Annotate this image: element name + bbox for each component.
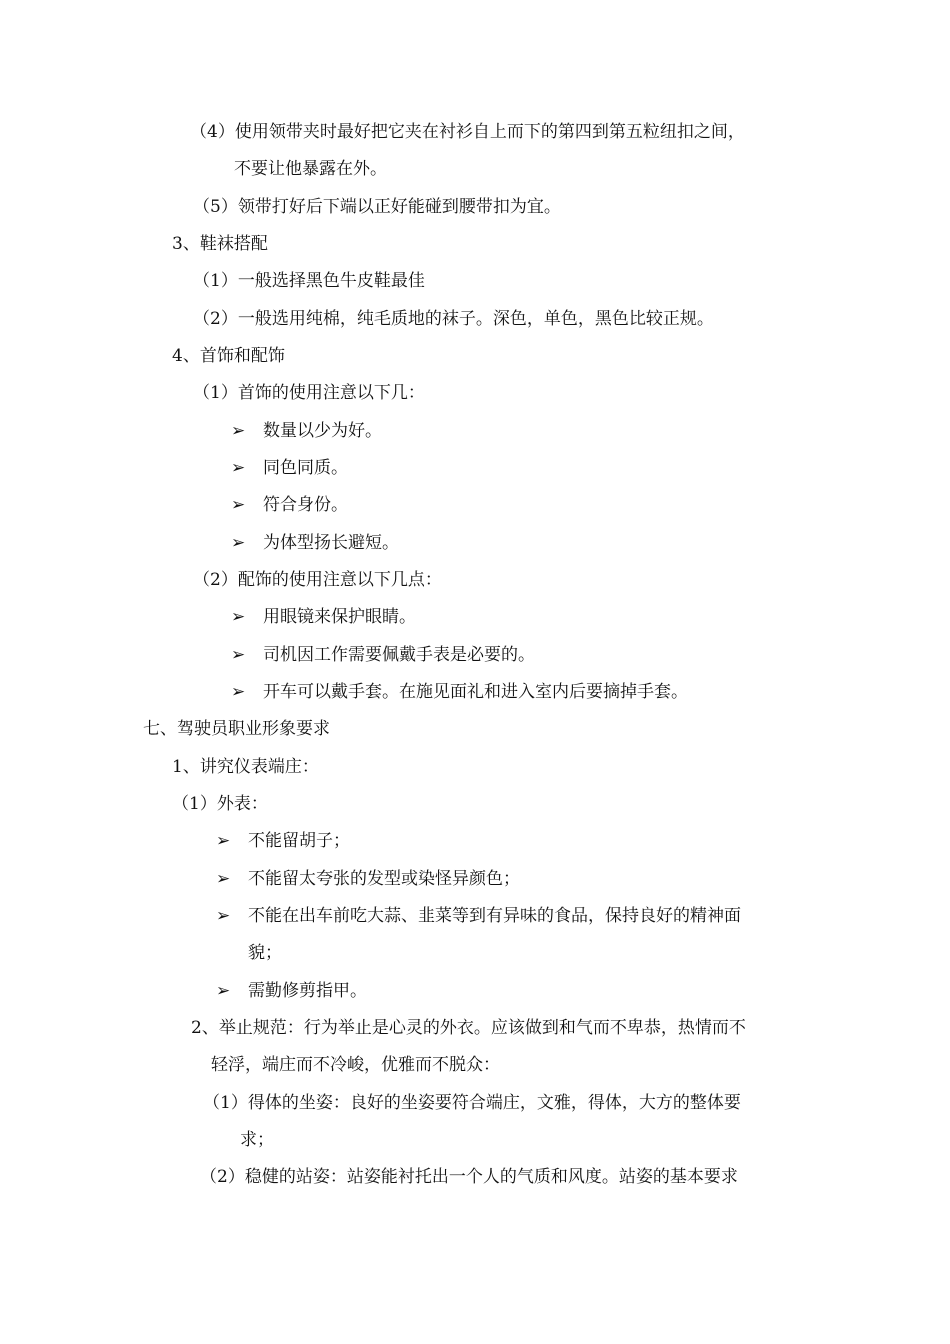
- bullet-item: 开车可以戴手套。在施见面礼和进入室内后要摘掉手套。: [263, 682, 688, 702]
- bullet-arrow-icon: ➢: [216, 831, 231, 851]
- section-heading: 3、鞋袜搭配: [172, 234, 268, 254]
- bullet-arrow-icon: ➢: [216, 869, 231, 889]
- bullet-arrow-icon: ➢: [231, 533, 246, 553]
- bullet-arrow-icon: ➢: [216, 981, 231, 1001]
- bullet-item: 不能留胡子；: [248, 831, 350, 851]
- section-heading: 4、首饰和配饰: [172, 346, 285, 366]
- bullet-item: 符合身份。: [263, 495, 348, 515]
- bullet-arrow-icon: ➢: [231, 607, 246, 627]
- text-line: 轻浮，端庄而不冷峻，优雅而不脱众：: [211, 1055, 500, 1075]
- bullet-arrow-icon: ➢: [231, 421, 246, 441]
- text-line: （2）配饰的使用注意以下几点：: [193, 570, 442, 590]
- text-line: （2）一般选用纯棉，纯毛质地的袜子。深色，单色，黑色比较正规。: [193, 309, 714, 329]
- section-heading: 2、举止规范：行为举止是心灵的外衣。应该做到和气而不卑恭，热情而不: [191, 1018, 746, 1038]
- bullet-arrow-icon: ➢: [231, 645, 246, 665]
- text-line: 求；: [240, 1130, 274, 1150]
- bullet-item: 为体型扬长避短。: [263, 533, 399, 553]
- bullet-item: 司机因工作需要佩戴手表是必要的。: [263, 645, 535, 665]
- chapter-heading: 七、驾驶员职业形象要求: [143, 719, 330, 739]
- bullet-item: 用眼镜来保护眼睛。: [263, 607, 416, 627]
- text-line: （4）使用领带夹时最好把它夹在衬衫自上而下的第四到第五粒纽扣之间，: [190, 122, 745, 142]
- bullet-arrow-icon: ➢: [231, 458, 246, 478]
- text-line: （1）首饰的使用注意以下几：: [193, 383, 425, 403]
- text-line: （2）稳健的站姿：站姿能衬托出一个人的气质和风度。站姿的基本要求: [200, 1167, 738, 1187]
- text-line: （5）领带打好后下端以正好能碰到腰带扣为宜。: [193, 197, 561, 217]
- bullet-arrow-icon: ➢: [216, 906, 231, 926]
- bullet-arrow-icon: ➢: [231, 495, 246, 515]
- bullet-item: 同色同质。: [263, 458, 348, 478]
- text-line: （1）得体的坐姿：良好的坐姿要符合端庄，文雅，得体，大方的整体要: [203, 1093, 741, 1113]
- text-line: 不要让他暴露在外。: [234, 159, 387, 179]
- text-line: （1）一般选择黑色牛皮鞋最佳: [193, 271, 425, 291]
- section-heading: 1、讲究仪表端庄：: [172, 757, 319, 777]
- bullet-item: 需勤修剪指甲。: [248, 981, 367, 1001]
- bullet-item: 不能留太夸张的发型或染怪异颜色；: [248, 869, 520, 889]
- bullet-item: 数量以少为好。: [263, 421, 382, 441]
- bullet-arrow-icon: ➢: [231, 682, 246, 702]
- bullet-item: 不能在出车前吃大蒜、韭菜等到有异味的食品，保持良好的精神面: [248, 906, 741, 926]
- text-line: （1）外表：: [172, 794, 268, 814]
- bullet-item-continuation: 貌；: [248, 943, 282, 963]
